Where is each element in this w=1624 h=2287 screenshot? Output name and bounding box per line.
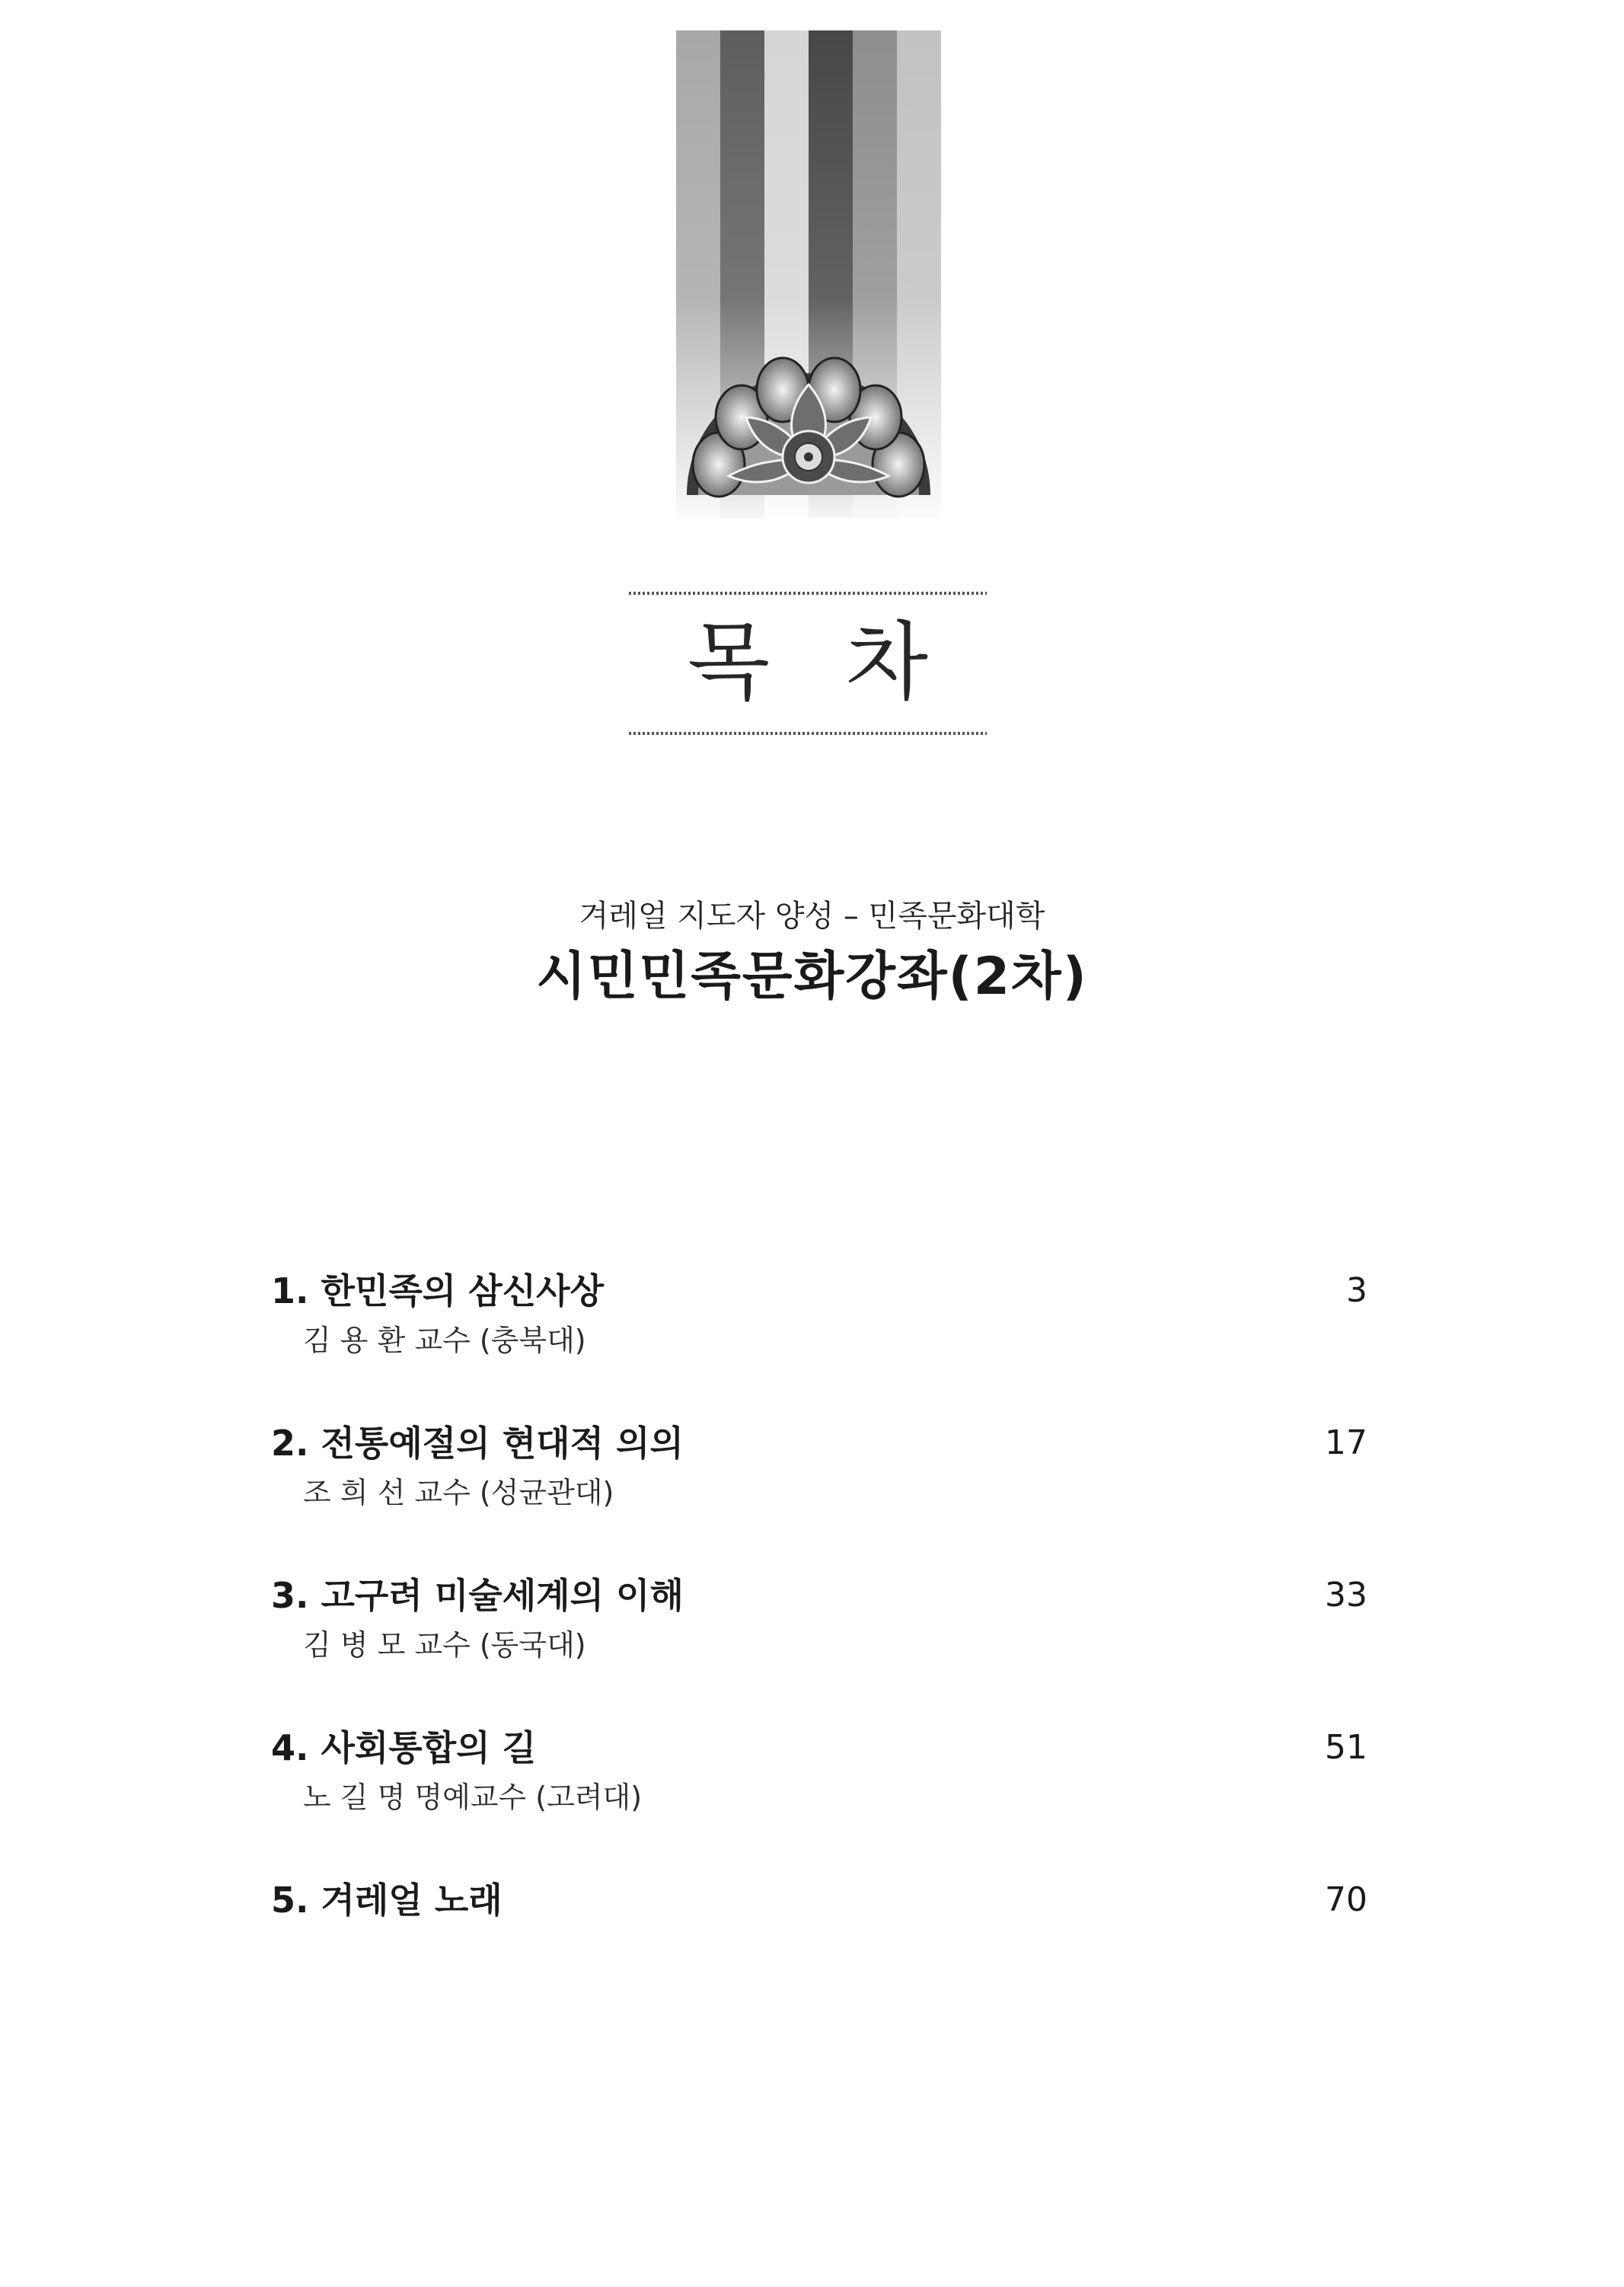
toc-entry-lecturer: 김 병 모 교수 (동국대) bbox=[303, 1628, 586, 1662]
toc-entry-page: 33 bbox=[1325, 1576, 1367, 1615]
toc-entry-lecturer: 노 길 명 명예교수 (고려대) bbox=[303, 1781, 643, 1814]
toc-entry bbox=[271, 1420, 1367, 1573]
lotus-medallion-icon bbox=[676, 30, 941, 518]
toc-entry bbox=[271, 1268, 1367, 1420]
toc-heading bbox=[629, 592, 987, 736]
toc-entry-lecturer: 김 용 환 교수 (충북대) bbox=[303, 1324, 586, 1357]
toc-entry-page: 70 bbox=[1325, 1880, 1367, 1919]
toc-entry-page: 51 bbox=[1325, 1728, 1367, 1767]
course-subtitle: 겨레얼 지도자 양성 – 민족문화대학 bbox=[579, 899, 1045, 934]
toc-entry-title: 4. 사회통합의 길 bbox=[271, 1727, 537, 1768]
toc-entry-title: 3. 고구려 미술세계의 이해 bbox=[271, 1575, 684, 1616]
toc-entry bbox=[271, 1573, 1367, 1725]
toc-entry-title: 5. 겨레얼 노래 bbox=[271, 1880, 503, 1921]
toc-entry-page: 17 bbox=[1325, 1423, 1367, 1462]
dotted-rule-bottom bbox=[629, 732, 987, 735]
toc-entry-page: 3 bbox=[1346, 1271, 1367, 1310]
course-title: 시민민족문화강좌(2차) bbox=[536, 947, 1088, 1007]
dotted-rule-top bbox=[629, 592, 987, 595]
toc-entry bbox=[271, 1877, 1367, 2030]
toc-list bbox=[271, 1268, 1367, 2030]
toc-entry-title: 1. 한민족의 삼신사상 bbox=[271, 1270, 604, 1311]
toc-entry-lecturer: 조 희 선 교수 (성균관대) bbox=[303, 1476, 614, 1509]
decorative-banner bbox=[676, 30, 941, 518]
toc-entry-title: 2. 전통예절의 현대적 의의 bbox=[271, 1423, 684, 1464]
toc-entry bbox=[271, 1725, 1367, 1877]
toc-title: 목 차 bbox=[688, 613, 952, 712]
